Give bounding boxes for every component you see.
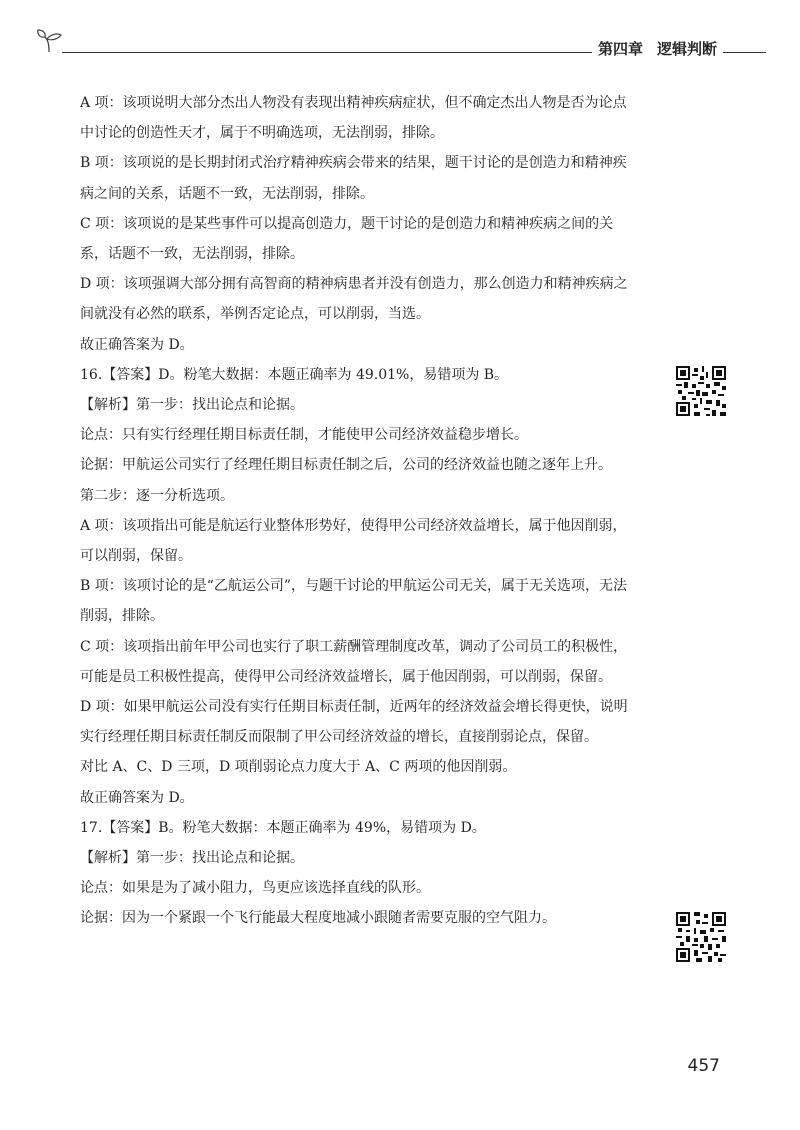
chapter-title — [592, 38, 723, 59]
page-number: 457 — [687, 1056, 720, 1076]
paragraph: A 项：该项指出可能是航运行业整体形势好，使得甲公司经济效益增长，属于他因削弱，可以削弱，保留。 — [80, 517, 627, 565]
paragraph: B 项：该项说的是长期封闭式治疗精神疾病会带来的结果，题干讨论的是创造力和精神疾病之间的关系，话题不一致，无法削弱，排除。 — [80, 155, 627, 202]
paragraph: 论据：甲航运公司实行了经理任期目标责任制之后，公司的经济效益也随之逐年上升。 — [80, 457, 612, 474]
analysis-line: 【解析】第一步：找出论点和论据。 — [80, 397, 304, 414]
sprout-icon — [36, 28, 64, 54]
paragraph: C 项：该项指出前年甲公司也实行了职工薪酬管理制度改革，调动了公司员工的积极性，可能是员工积极性提高，使得甲公司经济效益增长，属于他因削弱，可以削弱，保留。 — [80, 638, 628, 685]
paragraph: 故正确答案为 D。 — [80, 789, 194, 806]
qr-code-icon[interactable] — [676, 366, 726, 416]
paragraph: 对比 A、C、D 三项，D 项削弱论点力度大于 A、C 两项的他因削弱。 — [80, 759, 517, 776]
paragraph: D 项：如果甲航运公司没有实行任期目标责任制，近两年的经济效益会增长得更快，说明实行经理任期目标责任制反而限制了甲公司经济效益的增长，直接削弱论点，保留。 — [80, 699, 628, 746]
paragraph: D 项：该项强调大部分拥有高智商的精神病患者并没有创造力，那么创造力和精神疾病之间就没有必然的联系，举例否定论点，可以削弱，当选。 — [80, 276, 628, 323]
paragraph: C 项：该项说的是某些事件可以提高创造力，题干讨论的是创造力和精神疾病之间的关系，话题不一致，无法削弱，排除。 — [80, 215, 614, 263]
paragraph: 论据：因为一个紧跟一个飞行能最大程度地减小跟随者需要克服的空气阻力。 — [80, 910, 556, 927]
paragraph: B 项：该项讨论的是“乙航运公司”，与题干讨论的甲航运公司无关，属于无关选项，无法削弱，排除。 — [80, 578, 628, 625]
paragraph: 论点：如果是为了减小阻力，鸟更应该选择直线的队形。 — [80, 880, 430, 897]
paragraph: 论点：只有实行经理任期目标责任制，才能使甲公司经济效益稳步增长。 — [80, 427, 528, 444]
paragraph: 故正确答案为 D。 — [80, 336, 194, 353]
answer-line: 16.【答案】D。粉笔大数据：本题正确率为 49.01%，易错项为 B。 — [80, 366, 509, 383]
section-name: 逻辑判断 — [657, 40, 718, 58]
body-text — [80, 88, 640, 934]
analysis-line: 【解析】第一步：找出论点和论据。 — [80, 850, 304, 867]
chapter-number: 第四章 — [598, 40, 644, 58]
page-header — [36, 26, 766, 56]
paragraph: 第二步：逐一分析选项。 — [80, 487, 234, 504]
answer-line: 17.【答案】B。粉笔大数据：本题正确率为 49%，易错项为 D。 — [80, 819, 486, 836]
qr-code-icon[interactable] — [676, 912, 726, 962]
paragraph: A 项：该项说明大部分杰出人物没有表现出精神疾病症状，但不确定杰出人物是否为论点中讨论的创造性天才，属于不明确选项，无法削弱，排除。 — [80, 95, 627, 142]
